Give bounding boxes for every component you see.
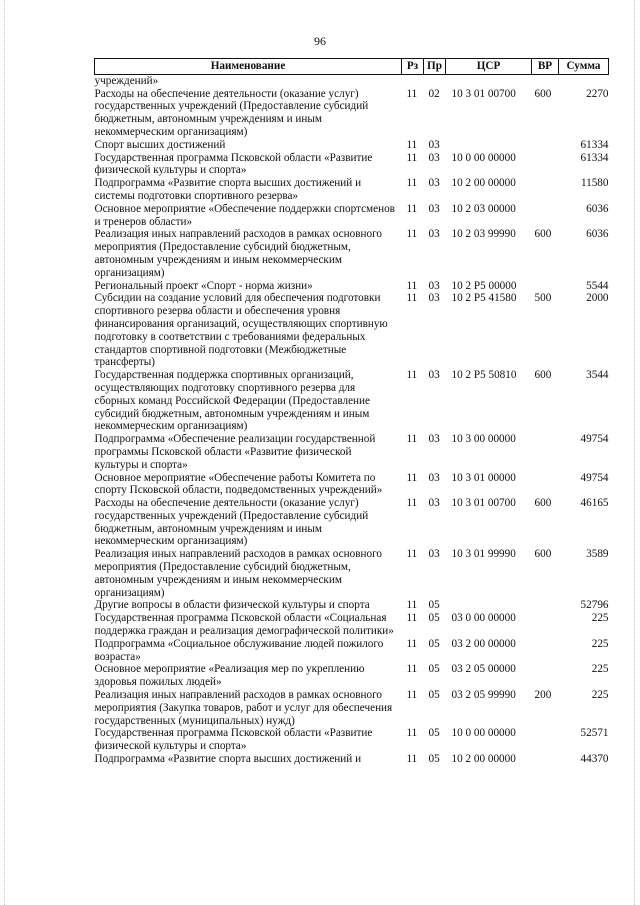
cell-csr (446, 599, 532, 612)
cell-sum: 6036 (586, 202, 609, 215)
table-row (95, 152, 609, 178)
cell-pr: 03 (428, 138, 440, 151)
cell-vr: 500 (534, 292, 552, 305)
cell-rz: 11 (406, 497, 418, 510)
cell-sum: 52796 (580, 599, 609, 612)
left-scan-margin (4, 0, 5, 905)
cell-vr: 600 (534, 497, 552, 510)
cell-pr: 05 (428, 637, 440, 650)
cell-rz: 11 (406, 177, 418, 190)
cell-sum: 49754 (580, 433, 609, 446)
table-row (95, 753, 609, 766)
cell-csr: 10 2 00 00000 (451, 753, 516, 766)
cell-rz: 11 (406, 151, 418, 164)
table-body (95, 74, 609, 766)
header-vr: ВР (532, 59, 559, 75)
cell-name: Государственная поддержка спортивных организаций, осуществляющих подготовку спортивного резерва для сборных команд Российской Федерации (Предоставление субсидий бюджетным, автономным учреждениям и иным некоммерческим организациям) (94, 369, 370, 433)
cell-vr (532, 74, 559, 87)
cell-rz: 11 (406, 548, 418, 561)
cell-rz: 11 (406, 433, 418, 446)
cell-pr: 03 (428, 151, 440, 164)
table-row (95, 88, 609, 139)
cell-sum (559, 74, 609, 87)
cell-vr (532, 152, 559, 178)
cell-vr (532, 638, 559, 664)
cell-name: Подпрограмма «Развитие спорта высших достижений и (94, 753, 362, 766)
cell-pr (424, 74, 446, 87)
cell-name: Подпрограмма «Социальное обслуживание людей пожилого возраста» (94, 637, 384, 663)
cell-sum: 6036 (586, 228, 609, 241)
table-row (95, 612, 609, 638)
table-row (95, 599, 609, 612)
cell-name: Реализация иных направлений расходов в рамках основного мероприятия (Закупка товаров, работ и услуг для обеспечения государственных (муниципальных) нужд) (94, 689, 393, 727)
cell-csr: 03 2 05 00000 (451, 663, 516, 676)
cell-sum: 3589 (586, 548, 609, 561)
cell-rz: 11 (406, 138, 418, 151)
table-row (95, 548, 609, 599)
cell-rz: 11 (406, 202, 418, 215)
budget-table (94, 58, 609, 766)
cell-name: Основное мероприятие «Реализация мер по укреплению здоровья пожилых людей» (94, 663, 365, 689)
cell-vr (532, 599, 559, 612)
cell-name: Государственная программа Псковской области «Развитие физической культуры и спорта» (94, 151, 373, 177)
cell-vr (532, 139, 559, 152)
cell-sum: 46165 (580, 497, 609, 510)
header-csr: ЦСР (446, 59, 532, 75)
cell-vr: 200 (534, 689, 552, 702)
cell-vr: 600 (534, 548, 552, 561)
cell-rz: 11 (406, 87, 418, 100)
cell-rz: 11 (406, 612, 418, 625)
cell-csr: 10 0 00 00000 (451, 151, 516, 164)
cell-csr: 03 0 00 00000 (451, 612, 516, 625)
table-row (95, 292, 609, 369)
cell-csr: 10 3 01 00700 (451, 87, 516, 100)
cell-name: Основное мероприятие «Обеспечение работы Комитета по спорту Псковской области, подведомственных учреждений» (94, 471, 383, 497)
cell-sum: 5544 (586, 279, 609, 292)
cell-rz: 11 (406, 292, 418, 305)
cell-name: Расходы на обеспечение деятельности (оказание услуг) государственных учреждений (Предоставление субсидий бюджетным, автономным учреждениям и иным некоммерческим организациям) (94, 87, 369, 138)
cell-csr: 10 2 P5 00000 (451, 279, 517, 292)
cell-name: Реализация иных направлений расходов в рамках основного мероприятия (Предоставление субсидий бюджетным, автономным учреждениям и иным некоммерческим организациям) (94, 548, 382, 599)
cell-csr: 03 2 05 99990 (451, 689, 516, 702)
table-row (95, 280, 609, 293)
cell-pr: 03 (428, 471, 440, 484)
table-row (95, 139, 609, 152)
cell-vr (532, 177, 559, 203)
cell-sum: 3544 (586, 369, 609, 382)
cell-vr: 600 (534, 87, 552, 100)
cell-csr: 03 2 00 00000 (451, 637, 516, 650)
cell-rz: 11 (406, 727, 418, 740)
table-row (95, 203, 609, 229)
cell-pr: 03 (428, 177, 440, 190)
cell-pr: 05 (428, 689, 440, 702)
cell-sum: 225 (591, 689, 609, 702)
cell-rz: 11 (406, 599, 418, 612)
cell-sum: 61334 (580, 151, 609, 164)
cell-sum: 61334 (580, 138, 609, 151)
table-row (95, 74, 609, 87)
table-row (95, 689, 609, 727)
cell-rz: 11 (406, 689, 418, 702)
cell-pr: 03 (428, 202, 440, 215)
cell-csr: 10 0 00 00000 (451, 727, 516, 740)
cell-vr (532, 727, 559, 753)
cell-name: Расходы на обеспечение деятельности (оказание услуг) государственных учреждений (Предоставление субсидий бюджетным, автономным учреждениям и иным некоммерческим организациям) (94, 497, 369, 548)
cell-pr: 05 (428, 612, 440, 625)
cell-pr: 03 (428, 497, 440, 510)
cell-sum: 225 (591, 663, 609, 676)
table-row (95, 638, 609, 664)
cell-csr: 10 2 03 99990 (451, 228, 516, 241)
cell-rz: 11 (406, 637, 418, 650)
header-name: Наименование (95, 59, 402, 75)
table-row (95, 369, 609, 433)
cell-csr: 10 3 01 00000 (451, 471, 516, 484)
table-row (95, 433, 609, 471)
cell-name: Другие вопросы в области физической культуры и спорта (94, 599, 370, 612)
cell-rz: 11 (406, 471, 418, 484)
cell-csr: 10 2 P5 50810 (451, 369, 517, 382)
cell-pr: 03 (428, 292, 440, 305)
cell-csr: 10 2 00 00000 (451, 177, 516, 190)
cell-vr (532, 472, 559, 498)
cell-csr (446, 74, 532, 87)
table-row (95, 727, 609, 753)
table-header-row (95, 59, 609, 75)
right-scan-margin (634, 0, 635, 905)
cell-sum: 52571 (580, 727, 609, 740)
cell-pr: 05 (428, 599, 440, 612)
cell-name: Основное мероприятие «Обеспечение поддержки спортсменов и тренеров области» (94, 202, 395, 228)
cell-sum: 2270 (586, 87, 609, 100)
cell-vr: 600 (534, 369, 552, 382)
cell-sum: 44370 (580, 753, 609, 766)
cell-rz: 11 (406, 228, 418, 241)
cell-name: Государственная программа Псковской области «Развитие физической культуры и спорта» (94, 727, 373, 753)
table-row (95, 177, 609, 203)
cell-pr: 05 (428, 727, 440, 740)
table-row (95, 663, 609, 689)
cell-sum: 49754 (580, 471, 609, 484)
cell-vr (532, 753, 559, 766)
cell-csr: 10 3 01 99990 (451, 548, 516, 561)
cell-vr (532, 203, 559, 229)
cell-pr: 03 (428, 548, 440, 561)
cell-pr: 02 (428, 87, 440, 100)
header-rz: Рз (402, 59, 424, 75)
cell-sum: 225 (591, 612, 609, 625)
table-row (95, 228, 609, 279)
cell-pr: 03 (428, 433, 440, 446)
header-pr: Пр (424, 59, 446, 75)
cell-rz (402, 74, 424, 87)
cell-vr: 600 (534, 228, 552, 241)
cell-rz: 11 (406, 753, 418, 766)
cell-csr: 10 2 03 00000 (451, 202, 516, 215)
cell-name: Субсидии на создание условий для обеспечения подготовки спортивного резерва области и обеспечения уровня финансирования организаций, осуществляющих спортивную подготовку в соответствии с требованиями федеральных стандартов спортивной подготовки (Межбюджетные трансферты) (94, 292, 388, 369)
cell-sum: 11580 (580, 177, 609, 190)
cell-csr: 10 3 00 00000 (451, 433, 516, 446)
cell-name: Подпрограмма «Развитие спорта высших достижений и системы подготовки спортивного резерва» (94, 177, 362, 202)
cell-name: учреждений» (95, 74, 402, 87)
cell-sum: 225 (591, 637, 609, 650)
cell-sum: 2000 (586, 292, 609, 305)
table-row (95, 497, 609, 548)
cell-name: Спорт высших достижений (94, 138, 226, 151)
cell-pr: 03 (428, 279, 440, 292)
cell-vr (532, 663, 559, 689)
cell-rz: 11 (406, 369, 418, 382)
cell-vr (532, 280, 559, 293)
table-row (95, 472, 609, 498)
cell-name: Государственная программа Псковской области «Социальная поддержка граждан и реализация демографической политики» (94, 612, 394, 638)
cell-name: Реализация иных направлений расходов в рамках основного мероприятия (Предоставление субсидий бюджетным, автономным учреждениям и иным некоммерческим организациям) (94, 228, 382, 279)
cell-pr: 05 (428, 663, 440, 676)
cell-csr: 10 2 P5 41580 (451, 292, 517, 305)
cell-pr: 03 (428, 369, 440, 382)
header-sum: Сумма (559, 59, 609, 75)
cell-name: Подпрограмма «Обеспечение реализации государственной программы Псковской области «Развитие физической культуры и спорта» (94, 433, 376, 471)
cell-pr: 03 (428, 228, 440, 241)
cell-rz: 11 (406, 279, 418, 292)
cell-csr (446, 139, 532, 152)
cell-csr: 10 3 01 00700 (451, 497, 516, 510)
page-number: 96 (314, 34, 326, 48)
cell-rz: 11 (406, 663, 418, 676)
cell-vr (532, 612, 559, 638)
cell-vr (532, 433, 559, 471)
cell-name: Региональный проект «Спорт - норма жизни» (94, 279, 313, 292)
cell-pr: 05 (428, 753, 440, 766)
